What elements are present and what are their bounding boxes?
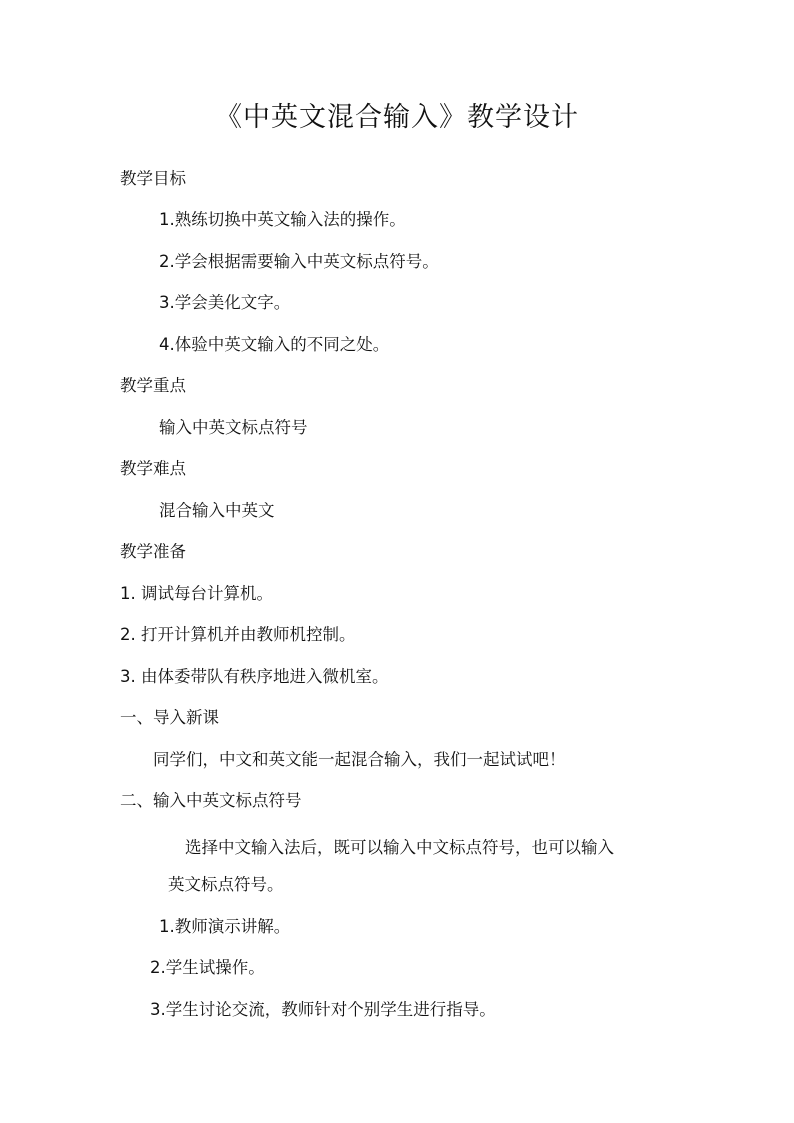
goal-item: 2.学会根据需要输入中英文标点符号。 — [159, 252, 439, 271]
section2-paragraph-line1: 选择中文输入法后，既可以输入中文标点符号，也可以输入 — [185, 838, 614, 857]
section2-paragraph-line2: 英文标点符号。 — [168, 875, 284, 894]
difficulty-heading: 教学难点 — [120, 459, 186, 478]
goals-heading: 教学目标 — [120, 169, 186, 188]
goal-item: 3.学会美化文字。 — [159, 293, 291, 312]
section2-heading: 二、输入中英文标点符号 — [120, 791, 302, 810]
section2-step: 3.学生讨论交流，教师针对个别学生进行指导。 — [150, 1000, 496, 1019]
key-point-heading: 教学重点 — [120, 376, 186, 395]
section2-step: 2.学生试操作。 — [150, 958, 265, 977]
preparation-item: 1. 调试每台计算机。 — [120, 584, 273, 603]
goal-item: 4.体验中英文输入的不同之处。 — [159, 335, 390, 354]
preparation-item: 3. 由体委带队有秩序地进入微机室。 — [120, 667, 389, 686]
section1-heading: 一、导入新课 — [120, 708, 219, 727]
preparation-item: 2. 打开计算机并由教师机控制。 — [120, 625, 356, 644]
goal-item: 1.熟练切换中英文输入法的操作。 — [159, 210, 406, 229]
key-point-text: 输入中英文标点符号 — [159, 418, 308, 437]
difficulty-text: 混合输入中英文 — [159, 501, 275, 520]
preparation-heading: 教学准备 — [120, 542, 186, 561]
section1-text: 同学们，中文和英文能一起混合输入，我们一起试试吧！ — [153, 750, 566, 769]
section2-step: 1.教师演示讲解。 — [159, 917, 291, 936]
document-title: 《中英文混合输入》教学设计 — [215, 102, 579, 133]
